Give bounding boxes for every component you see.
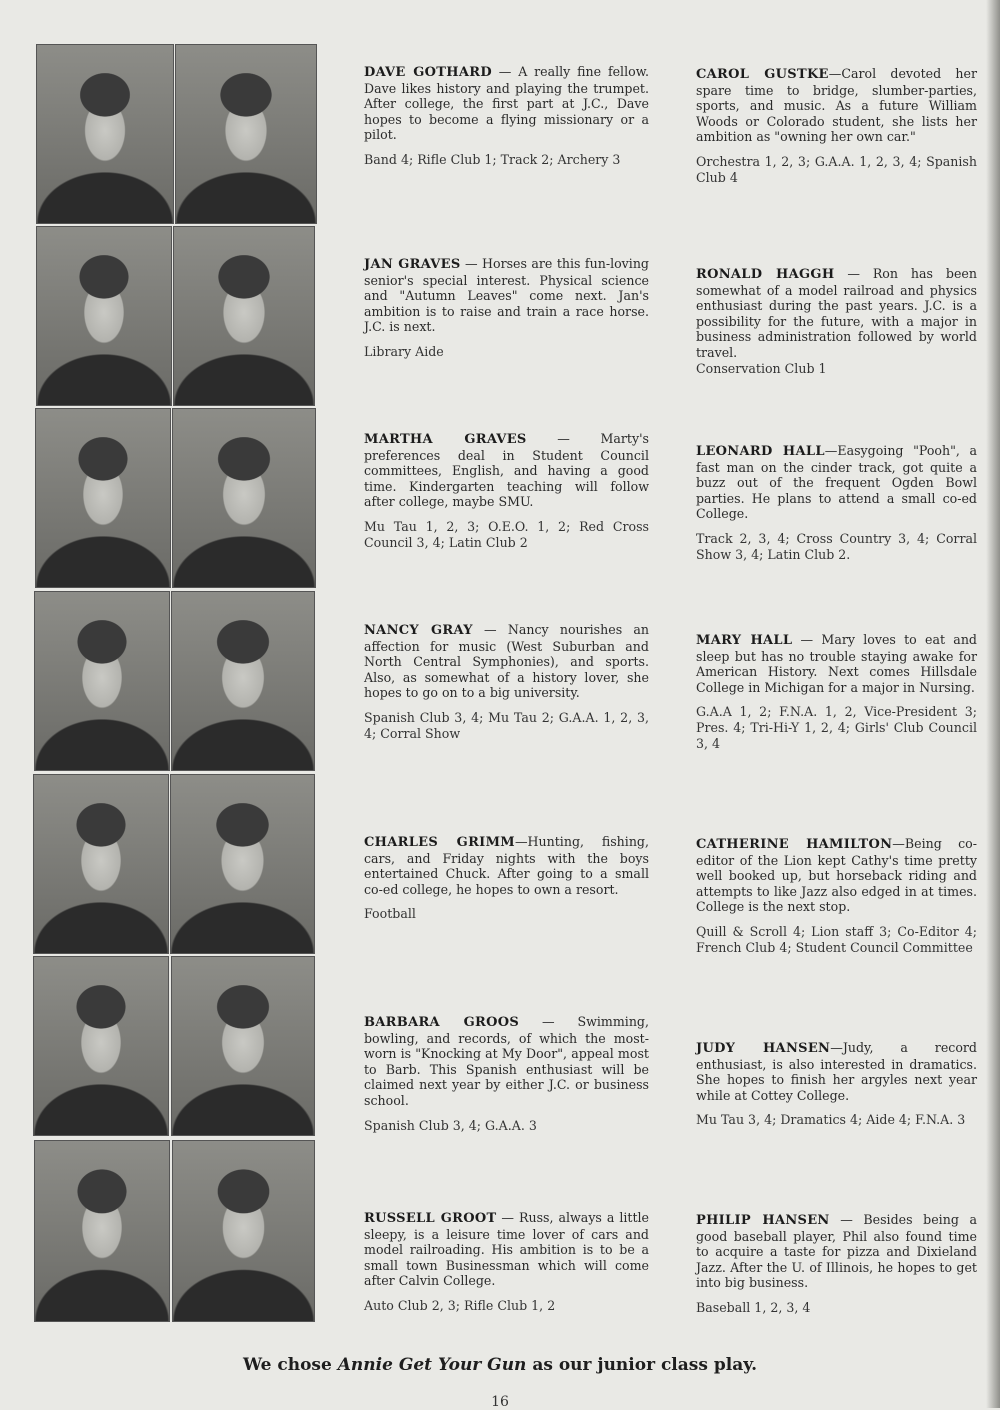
student-name: BARBARA GROOS xyxy=(364,1015,520,1030)
name-separator: — xyxy=(828,66,842,81)
portrait-photo xyxy=(36,226,172,406)
student-name: MARY HALL xyxy=(696,633,793,648)
page-number: 16 xyxy=(491,1394,509,1410)
senior-entry xyxy=(696,66,977,194)
student-bio: Horses are this fun-loving senior's special interest. Physical science and "Autumn Leaves" come next. Jan's ambition is to raise and train a race horse. J.C. is next. xyxy=(364,256,649,335)
student-bio: Easygoing "Pooh", a fast man on the cinder track, got quite a buzz out of the frequent Ogden Bowl parties. He plans to attend a small co-ed College. xyxy=(696,443,977,522)
senior-entry xyxy=(696,836,977,964)
student-activities: Orchestra 1, 2, 3; G.A.A. 1, 2, 3, 4; Spanish Club 4 xyxy=(696,153,977,185)
portrait-photo xyxy=(175,44,317,224)
student-activities: Quill & Scroll 4; Lion staff 3; Co-Editor 4; French Club 4; Student Council Committee xyxy=(696,923,977,955)
name-separator: — xyxy=(824,443,838,458)
portrait-photo xyxy=(34,591,170,771)
senior-entry xyxy=(696,1040,977,1137)
student-name: CAROL GUSTKE xyxy=(696,67,829,82)
play-title: Annie Get Your Gun xyxy=(337,1355,527,1375)
student-activities: Spanish Club 3, 4; Mu Tau 2; G.A.A. 1, 2, 3, 4; Corral Show xyxy=(364,709,649,741)
senior-entry xyxy=(364,431,649,559)
senior-entry xyxy=(696,632,977,760)
student-bio: Russ, always a little sleepy, is a leisure time lover of cars and model railroading. His ambition is to be a small town Businessman which will come after Calvin College. xyxy=(364,1210,649,1289)
name-separator: — xyxy=(834,266,873,281)
name-separator: — xyxy=(514,834,528,849)
student-name: RONALD HAGGH xyxy=(696,267,835,282)
caption-prefix: We chose xyxy=(242,1355,338,1375)
name-separator: — xyxy=(792,632,822,647)
portrait-photo xyxy=(171,956,315,1136)
name-separator: — xyxy=(519,1014,578,1029)
name-separator: — xyxy=(491,64,519,79)
senior-entry xyxy=(364,1014,649,1142)
student-activities: G.A.A 1, 2; F.N.A. 1, 2, Vice-President 3; Pres. 4; Tri-Hi-Y 1, 2, 4; Girls' Club Council 3, 4 xyxy=(696,704,977,751)
senior-entry xyxy=(696,1212,977,1325)
student-bio: Ron has been somewhat of a model railroad and physics enthusiast during the past years. J.C. is a possibility for the future, with a major in business administration followed by world travel. xyxy=(696,266,977,360)
senior-entry xyxy=(696,443,977,571)
name-separator: — xyxy=(460,256,482,271)
student-name: JUDY HANSEN xyxy=(696,1041,831,1056)
portrait-photo xyxy=(172,1140,315,1322)
name-separator: — xyxy=(526,431,601,446)
caption-suffix: as our junior class play. xyxy=(526,1355,758,1375)
student-name: PHILIP HANSEN xyxy=(696,1213,830,1228)
portrait-column xyxy=(0,0,330,1330)
student-activities: Auto Club 2, 3; Rifle Club 1, 2 xyxy=(364,1297,556,1313)
senior-entry xyxy=(364,64,649,177)
portrait-photo xyxy=(36,44,174,224)
student-name: NANCY GRAY xyxy=(364,623,473,638)
student-bio: A really fine fellow. Dave likes history and playing the trumpet. After college, the first part at J.C., Dave hopes to become a flying missionary or a pilot. xyxy=(364,64,649,143)
portrait-photo xyxy=(171,591,315,771)
name-separator: — xyxy=(892,836,905,851)
student-activities: Spanish Club 3, 4; G.A.A. 3 xyxy=(364,1117,537,1133)
student-activities: Conservation Club 1 xyxy=(696,360,827,376)
student-activities: Baseball 1, 2, 3, 4 xyxy=(696,1299,811,1315)
student-bio: Marty's preferences deal in Student Council committees, English, and having a good time. Kindergarten teaching will follow after college, maybe SMU. xyxy=(364,431,649,510)
senior-entry xyxy=(364,1210,649,1323)
student-name: JAN GRAVES xyxy=(364,257,461,272)
senior-entry xyxy=(696,266,977,385)
senior-entry xyxy=(364,622,649,750)
student-bio: Besides being a good baseball player, Phil also found time to acquire a taste for pizza and Dixieland Jazz. After the U. of Illinois, he hopes to get into big business. xyxy=(696,1212,977,1291)
student-activities: Library Aide xyxy=(364,343,444,359)
student-bio: Carol devoted her spare time to bridge, slumber-parties, sports, and music. As a future William Woods or Colorado student, she lists her ambition as "owning her own car." xyxy=(696,66,977,145)
student-name: CATHERINE HAMILTON xyxy=(696,837,893,852)
class-play-caption xyxy=(0,1355,1000,1375)
portrait-photo xyxy=(172,408,316,588)
portrait-photo xyxy=(34,1140,170,1322)
student-activities: Mu Tau 3, 4; Dramatics 4; Aide 4; F.N.A. 3 xyxy=(696,1112,966,1128)
student-activities: Football xyxy=(364,906,416,922)
student-name: LEONARD HALL xyxy=(696,444,825,459)
student-activities: Mu Tau 1, 2, 3; O.E.O. 1, 2; Red Cross Council 3, 4; Latin Club 2 xyxy=(364,518,649,550)
portrait-photo xyxy=(35,408,171,588)
student-bio: Mary loves to eat and sleep but has no trouble staying awake for American History. Next comes Hillsdale College in Michigan for a major in Nursing. xyxy=(696,632,977,695)
name-separator: — xyxy=(830,1040,843,1055)
student-activities: Track 2, 3, 4; Cross Country 3, 4; Corral Show 3, 4; Latin Club 2. xyxy=(696,530,977,562)
senior-entry xyxy=(364,256,649,369)
page-edge-shadow xyxy=(986,0,1000,1408)
student-bio: Being co-editor of the Lion kept Cathy's time pretty well booked up, but horseback riding and attempts to like Jazz also edged in at times. College is the next stop. xyxy=(696,836,977,915)
student-name: RUSSELL GROOT xyxy=(364,1211,497,1226)
senior-entry xyxy=(364,834,649,931)
student-bio: Judy, a record enthusiast, is also interested in dramatics. She hopes to finish her argyles next year while at Cottey College. xyxy=(696,1040,977,1103)
name-separator: — xyxy=(472,622,508,637)
student-bio: Nancy nourishes an affection for music (West Suburban and North Central Symphonies), and sports. Also, as somewhat of a history lover, she hopes to go on to a big university. xyxy=(364,622,649,701)
portrait-photo xyxy=(33,956,169,1136)
student-name: CHARLES GRIMM xyxy=(364,835,515,850)
portrait-photo xyxy=(173,226,315,406)
portrait-photo xyxy=(33,774,169,954)
student-bio: Hunting, fishing, cars, and Friday nights with the boys entertained Chuck. After going to a small co-ed college, he hopes to own a resort. xyxy=(364,834,649,897)
name-separator: — xyxy=(496,1210,519,1225)
student-bio: Swimming, bowling, and records, of which the most-worn is "Knocking at My Door", appeal most to Barb. This Spanish enthusiast will be claimed next year by either J.C. or business school. xyxy=(364,1014,649,1108)
portrait-photo xyxy=(170,774,315,954)
name-separator: — xyxy=(829,1212,864,1227)
student-activities: Band 4; Rifle Club 1; Track 2; Archery 3 xyxy=(364,151,621,167)
student-name: MARTHA GRAVES xyxy=(364,432,527,447)
student-name: DAVE GOTHARD xyxy=(364,65,492,80)
